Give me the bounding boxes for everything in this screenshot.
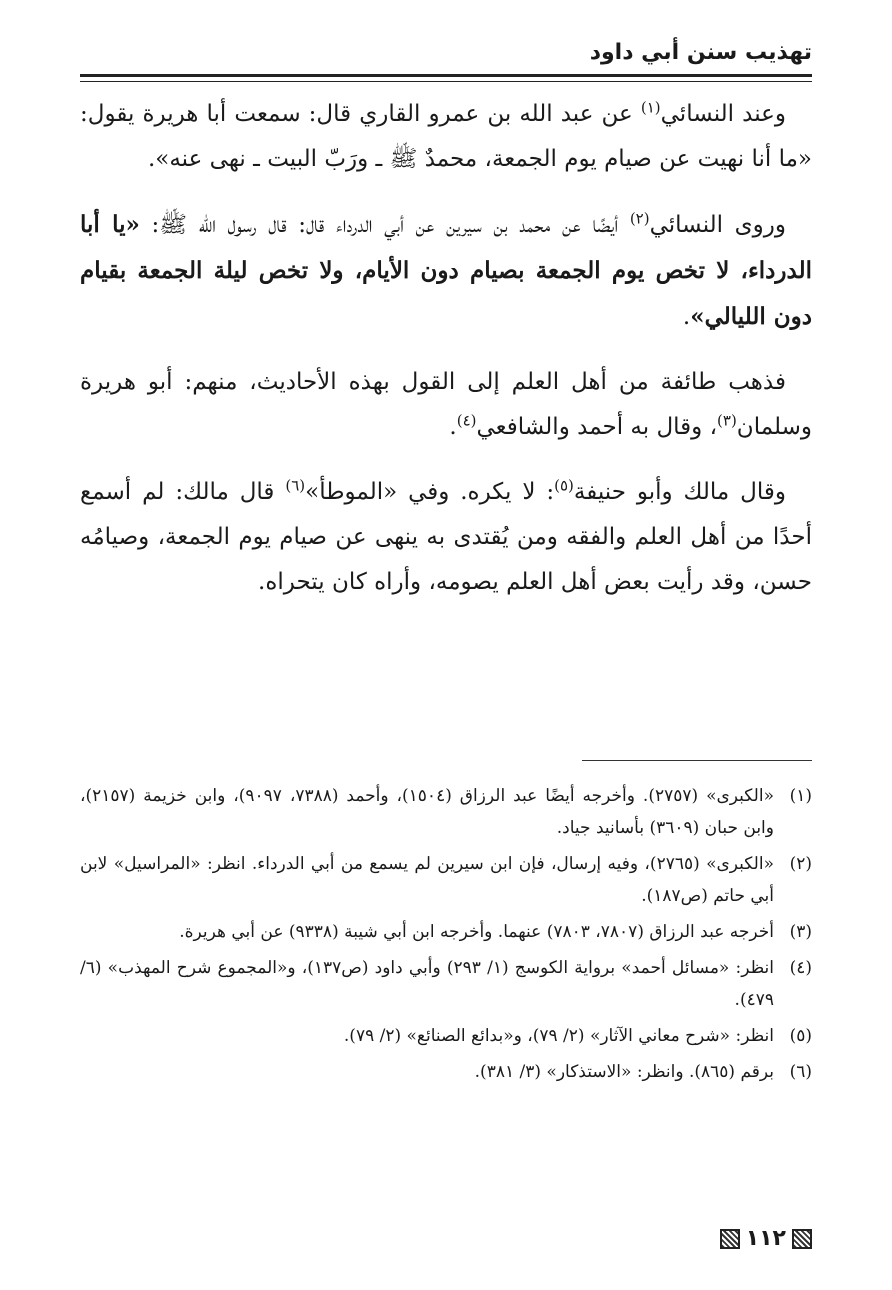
paragraph-2-text-c: .	[682, 304, 691, 330]
header-title: تهذيب سنن أبي داود	[589, 40, 812, 65]
paragraph-3-text-b: ، وقال به أحمد والشافعي	[476, 414, 718, 440]
footnote-marker-5[interactable]: (٥)	[554, 476, 574, 495]
paragraph-4-text-b: : لا يكره. وفي «الموطأ»	[305, 479, 555, 505]
footnote-text: انظر: «مسائل أحمد» برواية الكوسج (١/ ٢٩٣) وأبي داود (ص١٣٧)، و«المجموع شرح المهذب» (٦/ ٤٧٩).	[80, 958, 775, 1010]
footnote-marker-1[interactable]: (١)	[640, 98, 661, 117]
ornament-icon	[720, 1229, 740, 1249]
footnotes	[80, 780, 812, 1092]
running-header	[80, 38, 812, 77]
footnote-number: (١)	[789, 786, 812, 806]
footnote-number: (٥)	[789, 1026, 812, 1046]
paragraph-2-text-b: أيضًا عن محمد بن سيرين عن أبي الدرداء قال: قال رسول الله ﷺ:	[139, 212, 630, 238]
paragraph-4-text-c: قال مالك: لم أسمع أحدًا من أهل العلم والفقه ومن يُقتدى به ينهى عن صيام يوم الجمعة، وصيامُه حسن، وقد رأيت بعض أهل العلم يصومه، وأراه كان يتحراه.	[80, 479, 812, 595]
hadith-quote: «يا أبا الدرداء، لا تخص يوم الجمعة بصيام دون الأيام، ولا تخص ليلة الجمعة بقيام دون الليالي»	[80, 211, 812, 330]
paragraph-3-text-a: فذهب طائفة من أهل العلم إلى القول بهذه الأحاديث، منهم: أبو هريرة وسلمان	[80, 369, 812, 440]
paragraph-2	[80, 202, 812, 340]
footnote-marker-4[interactable]: (٤)	[456, 411, 477, 430]
footnote-number: (٢)	[789, 854, 812, 874]
main-text	[80, 92, 812, 625]
footnote	[80, 780, 812, 844]
footnote-text: «الكبرى» (٢٧٥٧). وأخرجه أيضًا عبد الرزاق (١٥٠٤)، وأحمد (٧٣٨٨، ٩٠٩٧)، وابن خزيمة (٢١٥٧)، وابن حبان (٣٦٠٩) بأسانيد جياد.	[80, 786, 774, 838]
paragraph-2-text-a: وروى النسائي	[649, 212, 786, 238]
footnote-number: (٦)	[789, 1062, 812, 1082]
footnote-number: (٣)	[789, 922, 812, 942]
page-number-area	[720, 1226, 812, 1251]
paragraph-3-text-c: .	[449, 414, 457, 440]
paragraph-3	[80, 360, 812, 450]
paragraph-1-text-a: وعند النسائي	[660, 101, 786, 127]
footnote-separator	[582, 760, 812, 761]
footnote-number: (٤)	[789, 958, 812, 978]
footnote	[80, 1020, 812, 1052]
page-number: ١١٢	[745, 1226, 786, 1251]
footnote	[80, 848, 812, 912]
footnote-text: «الكبرى» (٢٧٦٥)، وفيه إرسال، فإن ابن سيرين لم يسمع من أبي الدرداء. انظر: «المراسيل» لابن أبي حاتم (ص١٨٧).	[80, 854, 774, 906]
footnote-text: انظر: «شرح معاني الآثار» (٢/ ٧٩)، و«بدائع الصنائع» (٢/ ٧٩).	[343, 1026, 774, 1046]
footnote-marker-2[interactable]: (٢)	[629, 209, 650, 228]
footnote	[80, 916, 812, 948]
footnote-marker-6[interactable]: (٦)	[285, 476, 306, 495]
paragraph-1-text-b: عن عبد الله بن عمرو القاري قال: سمعت أبا هريرة يقول: «ما أنا نهيت عن صيام يوم الجمعة، محمدٌ ﷺ ـ ورَبّ البيت ـ نهى عنه».	[80, 101, 812, 172]
paragraph-1	[80, 92, 812, 182]
footnote-marker-3[interactable]: (٣)	[717, 411, 737, 430]
paragraph-4-text-a: وقال مالك وأبو حنيفة	[573, 479, 786, 505]
paragraph-4	[80, 470, 812, 605]
footnote	[80, 1056, 812, 1088]
ornament-icon	[792, 1229, 812, 1249]
footnote-text: برقم (٨٦٥). وانظر: «الاستذكار» (٣/ ٣٨١).	[474, 1062, 774, 1082]
footnote	[80, 952, 812, 1016]
footnote-text: أخرجه عبد الرزاق (٧٨٠٧، ٧٨٠٣) عنهما. وأخرجه ابن أبي شيبة (٩٣٣٨) عن أبي هريرة.	[179, 922, 774, 942]
